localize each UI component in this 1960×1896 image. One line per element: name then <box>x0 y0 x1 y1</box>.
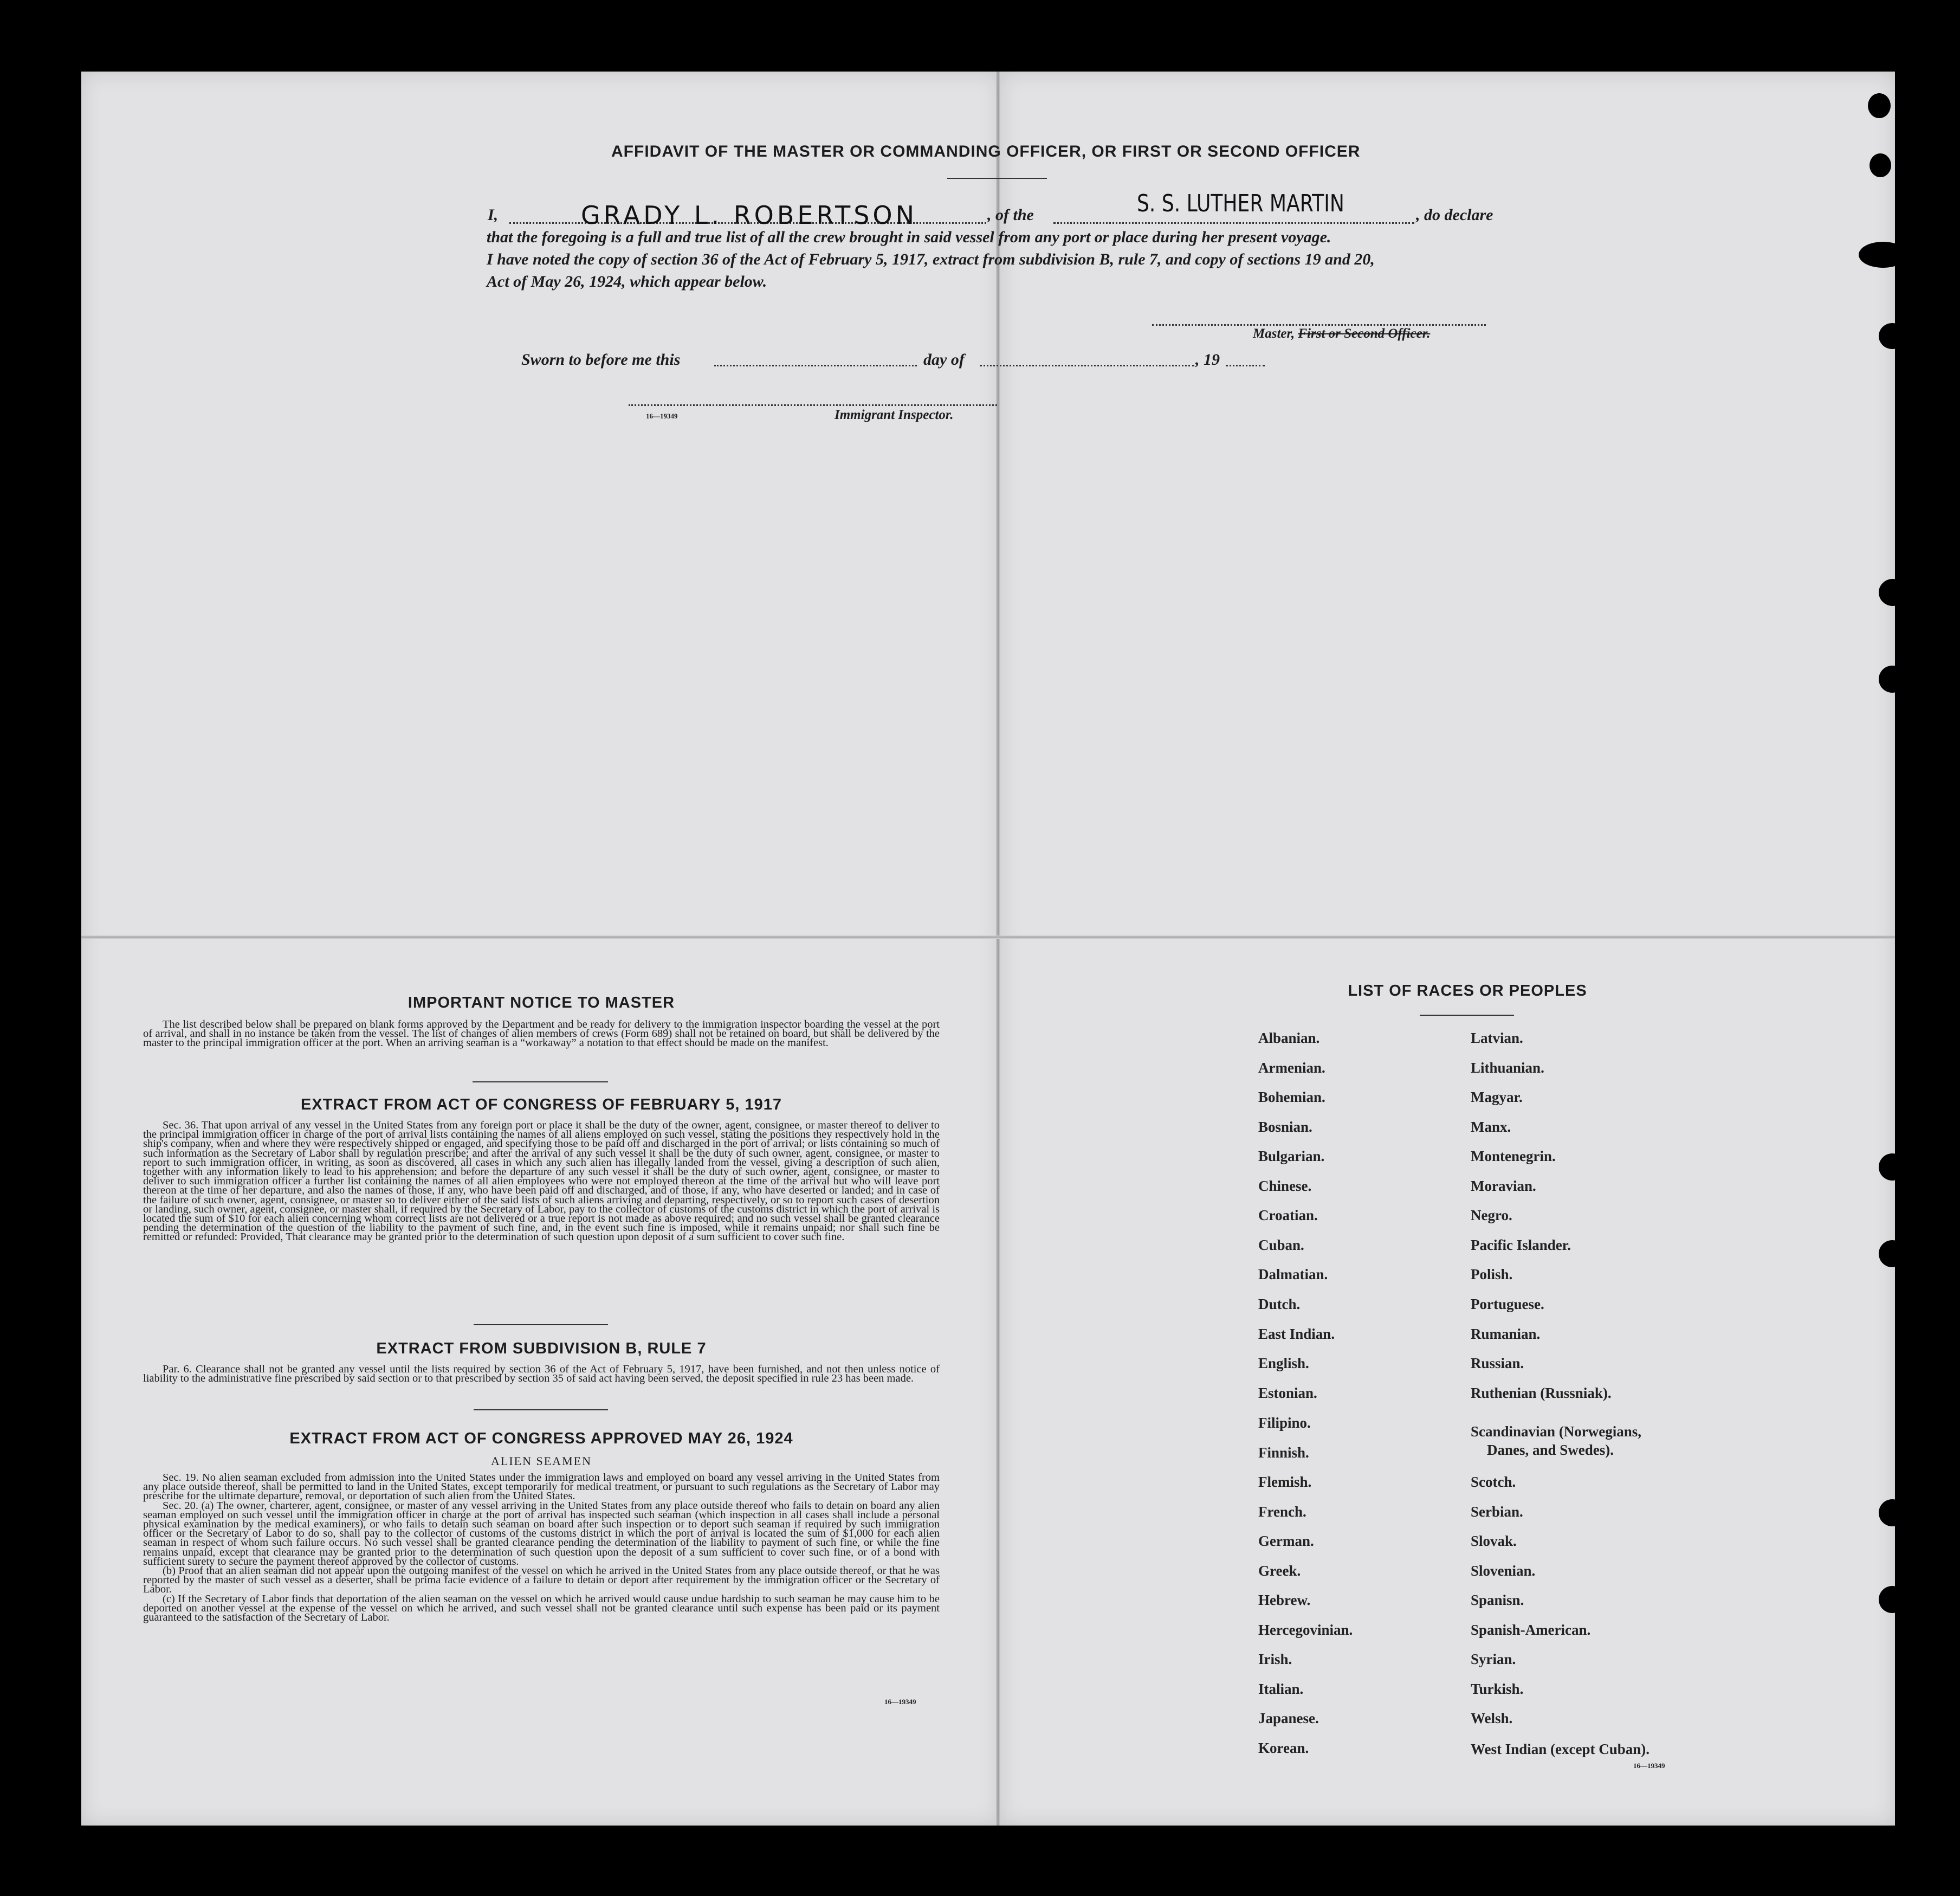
punch-hole <box>1870 153 1891 177</box>
race-item: Scandinavian (Norwegians, <box>1471 1423 1642 1440</box>
signature-caption <box>1253 326 1430 341</box>
sworn-year-line <box>1226 365 1265 366</box>
sworn-day-label: day of <box>923 351 965 369</box>
document-right-half <box>1000 72 1895 1826</box>
race-item: Negro. <box>1471 1207 1512 1223</box>
inspector-caption: Immigrant Inspector. <box>835 408 954 422</box>
race-item: Portuguese. <box>1471 1296 1544 1312</box>
signature-caption-master: Master, <box>1253 326 1295 341</box>
of-the-label: , of the <box>987 206 1034 224</box>
race-item: Estonian. <box>1258 1385 1317 1401</box>
race-item: Turkish. <box>1471 1681 1524 1697</box>
race-item: Chinese. <box>1258 1178 1312 1194</box>
race-item: Danes, and Swedes). <box>1487 1442 1614 1458</box>
sworn-month-line <box>980 365 1194 366</box>
race-item: Armenian. <box>1258 1060 1325 1076</box>
race-item: Italian. <box>1258 1681 1304 1697</box>
notice-text: The list described below shall be prepared on blank forms approved by the Department and be ready for delivery to the immigration inspector boarding the vessel at the port of arrival, and shall in no instance be taken from the vessel. The list of changes of alien members of crews (Form 689) shall not be retained on board, but shall be delivered by the master to the principal immigration officer at the port. When an arriving seaman is a “workaway” a notation to that effect should be made on the manifest. <box>143 1018 940 1049</box>
extract-1917-text: Sec. 36. That upon arrival of any vessel in the United States from any foreign port or place it shall be the duty of the owner, agent, consignee, or master thereof to deliver to the principal immigration officer in charge of the port of arrival lists containing the names of all aliens employed on such vessel, stating the positions they respectively hold in the ship's company, when and where they were respectively shipped or engaged, and specifying those to be paid off and discharged in the port of arrival; or lists containing so much of such information as the Secretary of Labor shall by regulation prescribe; and after the arrival of any such vessel it shall be the duty of such owner, agent, consignee, or master to report to such immigration officer, in writing, as soon as discovered, all cases in which any such alien has illegally landed from the vessel, giving a description of such alien, together with any information likely to lead to his apprehension; and before the departure of any such vessel it shall be the duty of such owner, agent, consignee, or master to deliver to such immigration officer a further list containing the names of all alien employees who were not employed thereon at the time of the arrival but who will leave port thereon at the time of her departure, and also the names of those, if any, who have been paid off and discharged, and of those, if any, who have deserted or landed; and in case of the failure of such owner, agent, consignee, or master so to deliver either of the said lists of such aliens arriving and departing, respectively, or so to report such cases of desertion or landing, such owner, agent, consignee, or master shall, if required by the Secretary of Labor, pay to the collector of customs of the customs district in which the port of arrival is located the sum of $10 for each alien concerning whom correct lists are not delivered or a true report is not made as above required; and no such vessel shall be granted clearance pending the determination of the question of the liability to the payment of such fine, and, in the event such fine is imposed, while it remains unpaid; nor shall such fine be remitted or refunded: Provided, That clearance may be granted prior to the determination of such question upon deposit of a sum sufficient to cover such fine. <box>143 1119 940 1243</box>
race-item: Filipino. <box>1258 1415 1311 1431</box>
horizontal-fold-line <box>81 936 1895 939</box>
affidavit-line-3: I have noted the copy of section 36 of the Act of February 5, 1917, extract from subdivision B, rule 7, and copy of sections 19 and 20, <box>487 250 1375 268</box>
race-item: Moravian. <box>1471 1178 1536 1194</box>
race-item: East Indian. <box>1258 1326 1335 1342</box>
extract-1924-sec19: Sec. 19. No alien seaman excluded from admission into the United States under the immigration laws and employed on board any vessel arriving in the United States from any place outside thereof, shall be permitted to land in the United States, except temporarily for medical treatment, or pursuant to such regulations as the Secretary of Labor may prescribe for the ultimate departure, removal, or deportation of such alien from the United States. <box>143 1472 940 1502</box>
race-item: Korean. <box>1258 1740 1309 1756</box>
race-item: Flemish. <box>1258 1474 1312 1490</box>
races-divider <box>1420 1015 1514 1016</box>
affidavit-line-2: that the foregoing is a full and true list of all the crew brought in said vessel from any port or place during her present voyage. <box>487 228 1331 246</box>
punch-hole <box>1879 323 1906 349</box>
vessel-name: S. S. LUTHER MARTIN <box>1137 190 1344 217</box>
extract-rule7-divider <box>474 1409 608 1410</box>
sworn-year-label: , 19 <box>1195 351 1220 369</box>
vessel-line <box>1053 222 1414 224</box>
race-item: Greek. <box>1258 1563 1301 1579</box>
race-item: Latvian. <box>1471 1030 1523 1046</box>
race-item: Slovenian. <box>1471 1563 1536 1579</box>
punch-hole <box>1879 579 1907 606</box>
race-item: Ruthenian (Russniak). <box>1471 1385 1612 1401</box>
race-item: West Indian (except Cuban). <box>1471 1741 1650 1757</box>
race-item: Spanisn. <box>1471 1592 1524 1608</box>
declarant-name: GRADY L. ROBERTSON <box>581 201 918 230</box>
extract-1924-form-number: 16—19349 <box>884 1698 916 1706</box>
extract-1924-subtitle: ALIEN SEAMEN <box>491 1454 592 1468</box>
affidavit-form-number: 16—19349 <box>646 412 678 420</box>
race-item: Syrian. <box>1471 1651 1516 1667</box>
race-item: French. <box>1258 1504 1306 1520</box>
race-item: Dalmatian. <box>1258 1266 1328 1282</box>
signature-line <box>1152 324 1486 326</box>
extract-1924-sec20c: (c) If the Secretary of Labor finds that deportation of the alien seaman on the vessel on which he arrived would cause undue hardship to such seaman he may cause him to be deported on another vessel at the expense of the vessel on which he arrived, and such vessel shall not be granted clearance until such expense has been paid or its payment guaranteed to the satisfaction of the Secretary of Labor. <box>143 1592 940 1624</box>
notice-divider <box>473 1081 608 1082</box>
affidavit-line-4: Act of May 26, 1924, which appear below. <box>487 273 767 291</box>
extract-1924-text <box>143 1473 940 1622</box>
race-item: Spanish-American. <box>1471 1622 1591 1638</box>
race-item: Rumanian. <box>1471 1326 1541 1342</box>
extract-rule7-text: Par. 6. Clearance shall not be granted any vessel until the lists required by section 36 of the Act of February 5, 1917, have been furnished, and not then unless notice of liability to the administrative fine prescribed by said section or to that prescribed by section 35 of said act having been served, the deposit specified in rule 23 has been made. <box>143 1363 940 1385</box>
races-title: LIST OF RACES OR PEOPLES <box>1348 982 1587 999</box>
race-item: Polish. <box>1471 1266 1513 1282</box>
races-form-number: 16—19349 <box>1633 1762 1665 1770</box>
race-item: Magyar. <box>1471 1089 1523 1105</box>
extract-1917-divider <box>474 1324 608 1325</box>
do-declare-label: , do declare <box>1416 206 1493 224</box>
sworn-prefix: Sworn to before me this <box>521 351 681 369</box>
race-item: Lithuanian. <box>1471 1060 1544 1076</box>
extract-1924-sec20b: (b) Proof that an alien seaman did not appear upon the outgoing manifest of the vessel on which he arrived in the United States from any place outside thereof, or that he was reported by the master of such vessel as a deserter, shall be prima facie evidence of a failure to detain or deport after requirement by the immigration officer or the Secretary of Labor. <box>143 1565 940 1596</box>
race-item: Manx. <box>1471 1119 1511 1135</box>
punch-hole <box>1868 93 1891 118</box>
punch-hole <box>1879 666 1906 693</box>
race-item: Dutch. <box>1258 1296 1301 1312</box>
race-item: Hercegovinian. <box>1258 1622 1353 1638</box>
race-item: Finnish. <box>1258 1444 1309 1461</box>
punch-hole <box>1859 242 1907 268</box>
title-divider <box>947 178 1047 179</box>
declarant-prefix: I, <box>488 206 499 224</box>
race-item: Slovak. <box>1471 1533 1517 1549</box>
race-item: Welsh. <box>1471 1710 1513 1726</box>
punch-hole <box>1879 1153 1906 1181</box>
punch-hole <box>1879 1240 1906 1267</box>
extract-1924-title: EXTRACT FROM ACT OF CONGRESS APPROVED MAY 26, 1924 <box>289 1430 793 1447</box>
sworn-day-line <box>714 365 917 366</box>
affidavit-title: AFFIDAVIT OF THE MASTER OR COMMANDING OFFICER, OR FIRST OR SECOND OFFICER <box>611 143 1361 160</box>
race-item: Albanian. <box>1258 1030 1320 1046</box>
race-item: Montenegrin. <box>1471 1148 1556 1164</box>
extract-rule7-title: EXTRACT FROM SUBDIVISION B, RULE 7 <box>376 1340 707 1357</box>
notice-title: IMPORTANT NOTICE TO MASTER <box>407 994 675 1011</box>
race-item: Cuban. <box>1258 1237 1304 1253</box>
punch-hole <box>1879 1586 1906 1613</box>
race-item: Scotch. <box>1471 1474 1516 1490</box>
punch-hole <box>1879 1499 1906 1526</box>
signature-caption-struck: First or Second Officer. <box>1298 326 1431 341</box>
race-item: Japanese. <box>1258 1710 1319 1726</box>
race-item: Bohemian. <box>1258 1089 1325 1105</box>
race-item: Bulgarian. <box>1258 1148 1325 1164</box>
vertical-fold-line <box>996 72 1000 1826</box>
race-item: German. <box>1258 1533 1314 1549</box>
extract-1924-sec20a: Sec. 20. (a) The owner, charterer, agent, consignee, or master of any vessel arriving in the United States from any place outside thereof who fails to detain on board any alien seaman employed on such vessel until the immigration officer in charge at the port of arrival has inspected such seaman (which inspection in all cases shall include a personal physical examination by the medical examiners), or who fails to detain such seaman on board after such inspection or to deport such seaman if required by such immigration officer or the Secretary of Labor to do so, shall pay to the collector of customs of the customs district in which the port of arrival is located the sum of $1,000 for each alien seaman in respect of whom such failure occurs. No such vessel shall be granted clearance pending the determination of the liability to payment of such fine, or while the fine remains unpaid, except that clearance may be granted prior to the determination of such question upon the deposit of a sum sufficient to cover such fine, or of a bond with sufficient surety to secure the payment thereof approved by the collector of customs. <box>143 1499 940 1568</box>
race-item: Serbian. <box>1471 1504 1523 1520</box>
race-item: English. <box>1258 1355 1309 1371</box>
race-item: Croatian. <box>1258 1207 1318 1223</box>
race-item: Irish. <box>1258 1651 1292 1667</box>
race-item: Bosnian. <box>1258 1119 1312 1135</box>
race-item: Pacific Islander. <box>1471 1237 1571 1253</box>
race-item: Hebrew. <box>1258 1592 1311 1608</box>
extract-1917-title: EXTRACT FROM ACT OF CONGRESS OF FEBRUARY 5, 1917 <box>300 1096 782 1113</box>
race-item: Russian. <box>1471 1355 1524 1371</box>
inspector-signature-line <box>629 404 997 406</box>
